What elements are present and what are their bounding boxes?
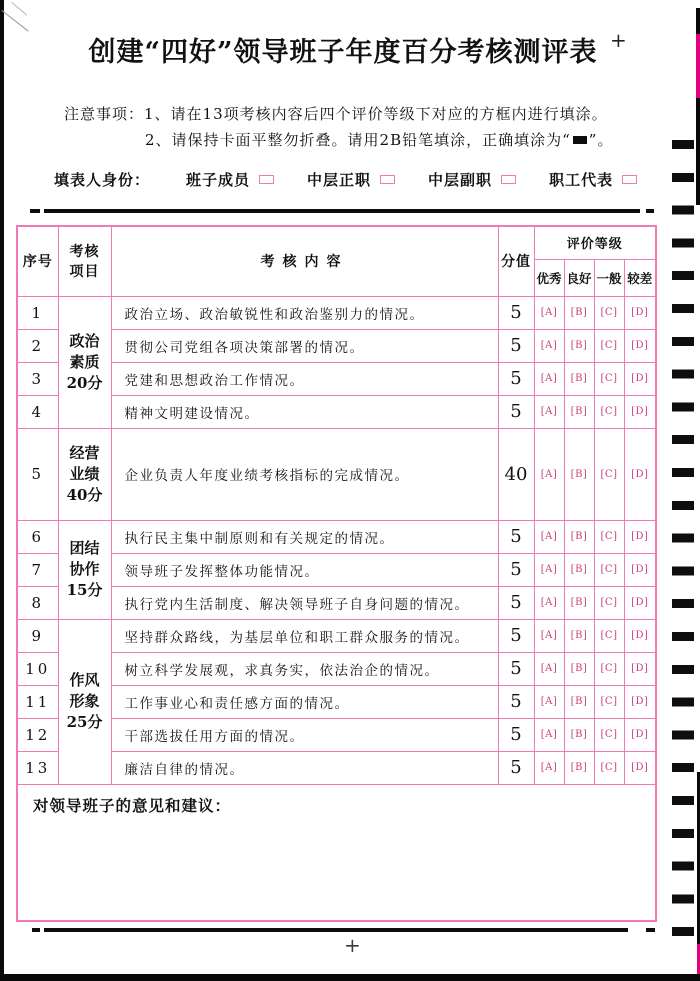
assessment-table bbox=[16, 225, 657, 922]
bubble-a[interactable]: [A] bbox=[534, 362, 564, 395]
row-content: 干部选拔任用方面的情况。 bbox=[111, 718, 498, 751]
bubble-d[interactable]: [D] bbox=[624, 652, 656, 685]
suggestion-row bbox=[17, 784, 656, 921]
row-number: 10 bbox=[17, 652, 58, 685]
table-row bbox=[17, 329, 656, 362]
header-grade-group: 评价等级 bbox=[534, 226, 656, 259]
header-category: 考核 项目 bbox=[58, 226, 111, 296]
bubble-a[interactable]: [A] bbox=[534, 296, 564, 329]
row-score: 5 bbox=[498, 718, 534, 751]
bubble-b[interactable]: [B] bbox=[564, 362, 594, 395]
bubble-b[interactable]: [B] bbox=[564, 718, 594, 751]
bubble-d[interactable]: [D] bbox=[624, 553, 656, 586]
row-score: 5 bbox=[498, 586, 534, 619]
bubble-a[interactable]: [A] bbox=[534, 685, 564, 718]
bubble-b[interactable]: [B] bbox=[564, 586, 594, 619]
table-row bbox=[17, 652, 656, 685]
row-content: 执行党内生活制度、解决领导班子自身问题的情况。 bbox=[111, 586, 498, 619]
registration-plus-icon: + bbox=[610, 28, 627, 52]
header-no: 序号 bbox=[17, 226, 58, 296]
bubble-c[interactable]: [C] bbox=[594, 553, 624, 586]
row-content: 工作事业心和责任感方面的情况。 bbox=[111, 685, 498, 718]
separator-line-top bbox=[0, 209, 700, 213]
bubble-a[interactable]: [A] bbox=[534, 586, 564, 619]
row-number: 4 bbox=[17, 395, 58, 428]
bubble-c[interactable]: [C] bbox=[594, 428, 624, 520]
row-content: 党建和思想政治工作情况。 bbox=[111, 362, 498, 395]
suggestion-area[interactable]: 对领导班子的意见和建议： bbox=[17, 784, 656, 921]
bubble-d[interactable]: [D] bbox=[624, 751, 656, 784]
corner-scratch bbox=[11, 2, 27, 16]
bubble-a[interactable]: [A] bbox=[534, 395, 564, 428]
bubble-c[interactable]: [C] bbox=[594, 296, 624, 329]
table-row bbox=[17, 685, 656, 718]
instruction-line-1: 注意事项：1、请在13项考核内容后四个评价等级下对应的方框内进行填涂。 bbox=[64, 105, 608, 123]
table-row bbox=[17, 296, 656, 329]
row-content: 精神文明建设情况。 bbox=[111, 395, 498, 428]
table-row bbox=[17, 553, 656, 586]
identity-option-label: 班子成员 bbox=[186, 171, 251, 189]
row-score: 5 bbox=[498, 652, 534, 685]
bubble-d[interactable]: [D] bbox=[624, 718, 656, 751]
bubble-c[interactable]: [C] bbox=[594, 329, 624, 362]
row-score: 5 bbox=[498, 685, 534, 718]
bubble-b[interactable]: [B] bbox=[564, 428, 594, 520]
scan-edge-left bbox=[0, 0, 4, 981]
identity-option-midlevel-deputy bbox=[428, 169, 516, 190]
bubble-b[interactable]: [B] bbox=[564, 751, 594, 784]
row-number: 9 bbox=[17, 619, 58, 652]
bubble-a[interactable]: [A] bbox=[534, 329, 564, 362]
identity-label: 填表人身份： bbox=[54, 171, 151, 189]
row-number: 5 bbox=[17, 428, 58, 520]
bubble-a[interactable]: [A] bbox=[534, 553, 564, 586]
bubble-d[interactable]: [D] bbox=[624, 362, 656, 395]
bubble-c[interactable]: [C] bbox=[594, 718, 624, 751]
table-row bbox=[17, 428, 656, 520]
bubble-a[interactable]: [A] bbox=[534, 428, 564, 520]
table-header-row bbox=[17, 226, 656, 259]
row-number: 1 bbox=[17, 296, 58, 329]
registration-plus-icon: + bbox=[344, 933, 361, 957]
bubble-c[interactable]: [C] bbox=[594, 652, 624, 685]
row-content: 贯彻公司党组各项决策部署的情况。 bbox=[111, 329, 498, 362]
bubble-a[interactable]: [A] bbox=[534, 718, 564, 751]
table-row bbox=[17, 718, 656, 751]
bubble-d[interactable]: [D] bbox=[624, 520, 656, 553]
bubble-b[interactable]: [B] bbox=[564, 619, 594, 652]
identity-option-staff-rep bbox=[549, 169, 637, 190]
row-score: 5 bbox=[498, 520, 534, 553]
scan-edge-bottom bbox=[0, 974, 700, 981]
bubble-b[interactable]: [B] bbox=[564, 296, 594, 329]
filled-mark-example-icon bbox=[573, 136, 587, 144]
bubble-d[interactable]: [D] bbox=[624, 685, 656, 718]
bubble-d[interactable]: [D] bbox=[624, 619, 656, 652]
group-business-performance: 经营 业绩 40分 bbox=[58, 428, 111, 520]
row-content: 执行民主集中制原则和有关规定的情况。 bbox=[111, 520, 498, 553]
instructions bbox=[64, 101, 613, 153]
bubble-d[interactable]: [D] bbox=[624, 296, 656, 329]
row-number: 12 bbox=[17, 718, 58, 751]
table-row bbox=[17, 362, 656, 395]
identity-option-label: 职工代表 bbox=[549, 171, 614, 189]
header-grade-excellent: 优秀 bbox=[534, 259, 564, 296]
row-number: 11 bbox=[17, 685, 58, 718]
table-row bbox=[17, 586, 656, 619]
omr-timing-marks bbox=[672, 140, 694, 937]
identity-checkbox[interactable] bbox=[380, 175, 395, 184]
row-number: 3 bbox=[17, 362, 58, 395]
bubble-a[interactable]: [A] bbox=[534, 619, 564, 652]
bubble-c[interactable]: [C] bbox=[594, 362, 624, 395]
bubble-a[interactable]: [A] bbox=[534, 520, 564, 553]
bubble-c[interactable]: [C] bbox=[594, 685, 624, 718]
identity-checkbox[interactable] bbox=[501, 175, 516, 184]
row-content: 领导班子发挥整体功能情况。 bbox=[111, 553, 498, 586]
identity-option-label: 中层副职 bbox=[428, 171, 493, 189]
group-workstyle-image: 作风 形象 25分 bbox=[58, 619, 111, 784]
bubble-b[interactable]: [B] bbox=[564, 395, 594, 428]
bubble-d[interactable]: [D] bbox=[624, 329, 656, 362]
row-number: 7 bbox=[17, 553, 58, 586]
bubble-b[interactable]: [B] bbox=[564, 652, 594, 685]
identity-option-team-member bbox=[186, 169, 274, 190]
bubble-d[interactable]: [D] bbox=[624, 428, 656, 520]
bubble-d[interactable]: [D] bbox=[624, 586, 656, 619]
bubble-a[interactable]: [A] bbox=[534, 751, 564, 784]
row-score: 5 bbox=[498, 751, 534, 784]
instructions-label: 注意事项： bbox=[64, 105, 145, 123]
row-content: 树立科学发展观，求真务实，依法治企的情况。 bbox=[111, 652, 498, 685]
identity-checkbox[interactable] bbox=[622, 175, 637, 184]
row-score: 5 bbox=[498, 296, 534, 329]
table-row bbox=[17, 751, 656, 784]
bubble-b[interactable]: [B] bbox=[564, 553, 594, 586]
table-row bbox=[17, 395, 656, 428]
table-row bbox=[17, 520, 656, 553]
identity-option-midlevel-principal bbox=[307, 169, 395, 190]
row-score: 5 bbox=[498, 619, 534, 652]
bubble-c[interactable]: [C] bbox=[594, 751, 624, 784]
table-row bbox=[17, 619, 656, 652]
group-unity-cooperation: 团结 协作 15分 bbox=[58, 520, 111, 619]
row-content: 企业负责人年度业绩考核指标的完成情况。 bbox=[111, 428, 498, 520]
header-content: 考核内容 bbox=[111, 226, 498, 296]
bubble-c[interactable]: [C] bbox=[594, 520, 624, 553]
row-score: 5 bbox=[498, 329, 534, 362]
respondent-identity-row bbox=[54, 169, 670, 190]
bubble-c[interactable]: [C] bbox=[594, 395, 624, 428]
bubble-b[interactable]: [B] bbox=[564, 520, 594, 553]
bubble-b[interactable]: [B] bbox=[564, 685, 594, 718]
row-content: 廉洁自律的情况。 bbox=[111, 751, 498, 784]
row-score: 40 bbox=[498, 428, 534, 520]
row-number: 8 bbox=[17, 586, 58, 619]
row-content: 坚持群众路线，为基层单位和职工群众服务的情况。 bbox=[111, 619, 498, 652]
row-score: 5 bbox=[498, 553, 534, 586]
bubble-b[interactable]: [B] bbox=[564, 329, 594, 362]
bubble-c[interactable]: [C] bbox=[594, 586, 624, 619]
header-grade-poor: 较差 bbox=[624, 259, 656, 296]
row-number: 6 bbox=[17, 520, 58, 553]
header-score: 分值 bbox=[498, 226, 534, 296]
row-content: 政治立场、政治敏锐性和政治鉴别力的情况。 bbox=[111, 296, 498, 329]
bubble-c[interactable]: [C] bbox=[594, 619, 624, 652]
separator-line-bottom bbox=[0, 928, 700, 932]
row-number: 2 bbox=[17, 329, 58, 362]
bubble-d[interactable]: [D] bbox=[624, 395, 656, 428]
page-title: 创建“四好”领导班子年度百分考核测评表 bbox=[88, 37, 598, 68]
row-score: 5 bbox=[498, 395, 534, 428]
row-score: 5 bbox=[498, 362, 534, 395]
identity-checkbox[interactable] bbox=[259, 175, 274, 184]
header-grade-good: 良好 bbox=[564, 259, 594, 296]
group-political-quality: 政治 素质 20分 bbox=[58, 296, 111, 428]
right-edge-color-strip bbox=[696, 34, 700, 98]
bubble-a[interactable]: [A] bbox=[534, 652, 564, 685]
instruction-line-2: 2、请保持卡面平整勿折叠。请用2B铅笔填涂，正确填涂为“ ”。 bbox=[145, 131, 614, 149]
identity-option-label: 中层正职 bbox=[307, 171, 372, 189]
row-number: 13 bbox=[17, 751, 58, 784]
header-grade-average: 一般 bbox=[594, 259, 624, 296]
